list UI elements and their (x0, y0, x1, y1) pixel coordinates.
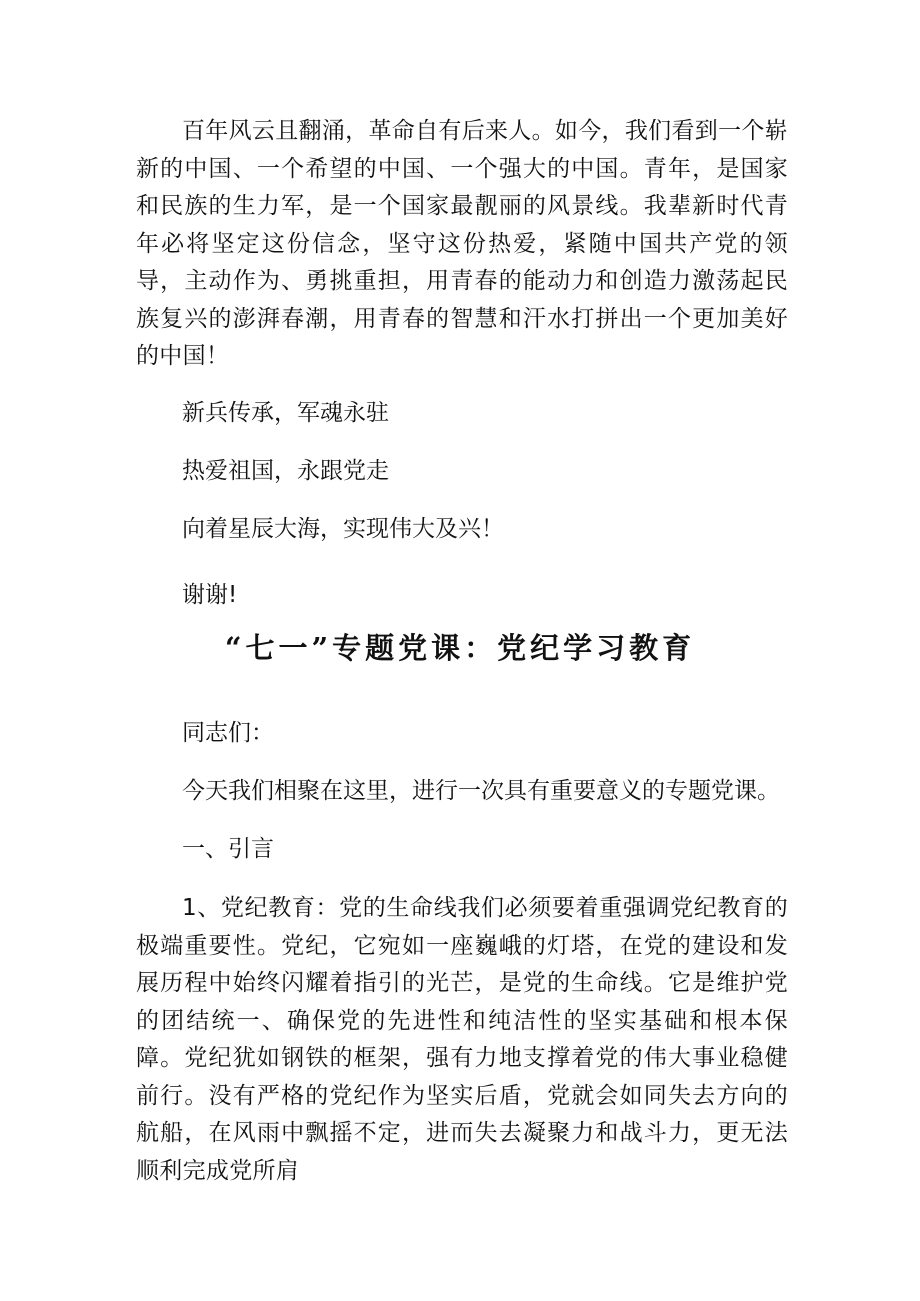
intro-sentence: 今天我们相聚在这里，进行一次具有重要意义的专题党课。 (182, 778, 780, 804)
continuation-paragraph: 百年风云且翻涌，革命自有后来人。如今，我们看到一个崭新的中国、一个希望的中国、一个强大的中国。青年，是国家和民族的生力军，是一个国家最靓丽的风景线。我辈新时代青年必将坚定这份信念，坚守这份热爱，紧随中国共产党的领导，主动作为、勇挑重担，用青春的能动力和创造力激荡起民族复兴的澎湃春潮，用青春的智慧和汗水打拼出一个更加美好的中国！ (136, 118, 788, 369)
section-heading: 一、引言 (182, 836, 274, 862)
slogan-line-3: 向着星辰大海，实现伟大及兴！ (182, 516, 504, 542)
slogan-line-1: 新兵传承，军魂永驻 (182, 400, 389, 426)
body-paragraph: 1、党纪教育：党的生命线我们必须要着重强调党纪教育的极端重要性。党纪，它宛如一座巍峨的灯塔，在党的建设和发展历程中始终闪耀着指引的光芒，是党的生命线。它是维护党的团结统一、确保党的先进性和纯洁性的坚实基础和根本保障。党纪犹如钢铁的框架，强有力地支撑着党的伟大事业稳健前行。没有严格的党纪作为坚实后盾，党就会如同失去方向的航船，在风雨中飘摇不定，进而失去凝聚力和战斗力，更无法顺利完成党所肩 (136, 895, 788, 1184)
salutation: 同志们： (182, 720, 274, 746)
closing-thanks: 谢谢! (182, 582, 238, 608)
lecture-title: “七一”专题党课：党纪学习教育 (224, 631, 696, 665)
slogan-line-2: 热爱祖国，永跟党走 (182, 458, 389, 484)
